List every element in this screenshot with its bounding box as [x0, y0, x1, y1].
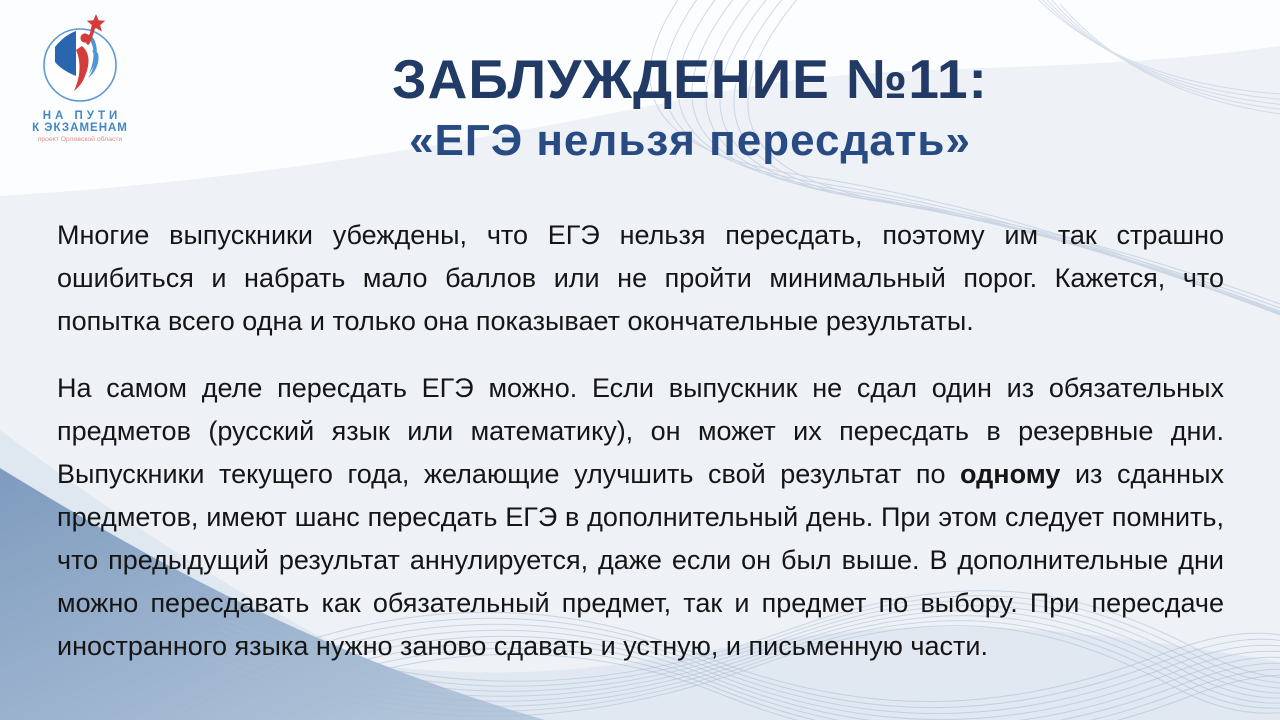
body-text [57, 214, 1224, 668]
paragraph-1: Многие выпускники убеждены, что ЕГЭ нельзя пересдать, поэтому им так страшно ошибиться и набрать мало баллов или не пройти минимальный порог. Кажется, что попытка всего одна и только она показывает окончательные результаты. [57, 220, 1224, 336]
logo [28, 10, 132, 144]
title-block [140, 50, 1240, 166]
slide-title: ЗАБЛУЖДЕНИЕ №11: [392, 48, 988, 110]
logo-text-line3: проект Орловской области [37, 136, 123, 143]
paragraph-2 [57, 367, 1224, 668]
logo-text-line2: К ЭКЗАМЕНАМ [32, 122, 128, 134]
logo-book-figure-icon [28, 10, 132, 110]
logo-star-icon [87, 14, 106, 32]
paragraph-2-bold-word: одному [960, 459, 1061, 489]
paragraph-2-after: из сданных предметов, имеют шанс пересдать ЕГЭ в дополнительный день. При этом следует помнить, что предыдущий результат аннулируется, даже если он был выше. В дополнительные дни можно пересдавать как обязательный предмет, так и предмет по выбору. При пересдаче иностранного языка нужно заново сдавать и устную, и письменную части. [57, 459, 1224, 661]
paragraph-2-before: На самом деле пересдать ЕГЭ можно. Если выпускник не сдал один из обязательных предметов (русский язык или математику), он может их пересдать в резервные дни. Выпускники текущего года, желающие улучшить свой результат по [57, 373, 1224, 489]
logo-text-line1: НА ПУТИ [42, 110, 122, 122]
slide-subtitle: «ЕГЭ нельзя пересдать» [409, 116, 971, 165]
